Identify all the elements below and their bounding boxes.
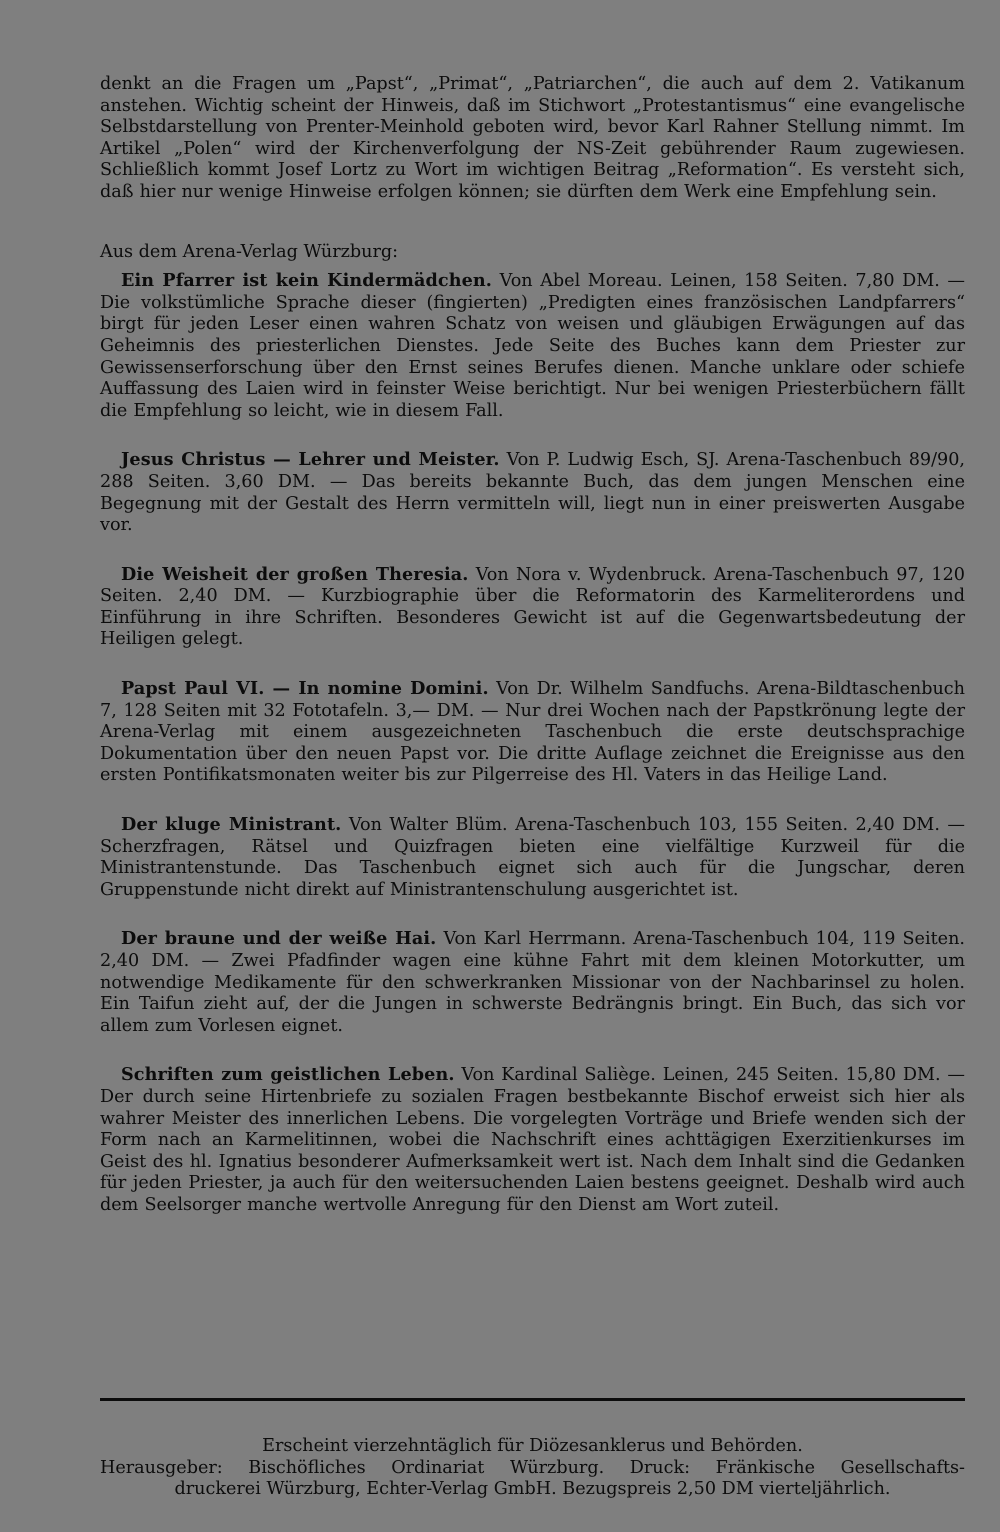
book-review <box>100 928 965 1037</box>
book-title: Der kluge Ministrant. <box>121 814 342 836</box>
lead-paragraph <box>100 74 965 204</box>
colophon-line: Herausgeber: Bischöfliches Ordinariat Würzburg. Druck: Fränkische Gesellschafts- <box>100 1457 965 1478</box>
book-review-text: Von P. Ludwig Esch, SJ. Arena-Taschenbuch 89/90, 288 Seiten. 3,60 DM. — Das bereits bekannte Buch, das dem jungen Menschen eine Begegnung mit der Gestalt des Herrn vermitteln will, liegt nun in einer preiswerten Ausgabe vor. <box>100 450 965 536</box>
book-review <box>100 1064 965 1216</box>
book-review-text: Von Abel Moreau. Leinen, 158 Seiten. 7,80 DM. — Die volkstümliche Sprache dieser (fingierten) „Predigten eines französischen Landpfarrers“ birgt für jeden Leser einen wahren Schatz von weisen und gläubigen Erwägungen auf das Geheimnis des priesterlichen Dienstes. Jede Seite des Buches kann dem Priester zur Gewissenserforschung über den Ernst seines Berufes dienen. Manche unklare oder schiefe Auffassung des Laien wird in feinster Weise berichtigt. Nur bei wenigen Priesterbüchern fällt die Empfehlung so leicht, wie in diesem Fall. <box>100 271 965 421</box>
colophon <box>100 1436 965 1501</box>
book-review <box>100 449 965 536</box>
colophon-line: Erscheint vierzehntäglich für Diözesanklerus und Behörden. <box>262 1436 803 1456</box>
book-review-text: Von Dr. Wilhelm Sandfuchs. Arena-Bildtaschenbuch 7, 128 Seiten mit 32 Fototafeln. 3,— DM. — Nur drei Wochen nach der Papstkrönung legte der Arena-Verlag mit einem ausgezeichneten Taschenbuch die erste deutschsprachige Dokumentation über den neuen Papst vor. Die dritte Auflage zeichnet die Ereignisse aus den ersten Pontifikatsmonaten weiter bis zur Pilgerreise des Hl. Vaters in das Heilige Land. <box>100 679 965 786</box>
book-review <box>100 678 965 787</box>
book-review <box>100 814 965 901</box>
book-review-text: Von Kardinal Saliège. Leinen, 245 Seiten. 15,80 DM. — Der durch seine Hirtenbriefe zu sozialen Fragen bestbekannte Bischof erweist sich hier als wahrer Meister des innerlichen Lebens. Die vorgelegten Vorträge und Briefe wenden sich der Form nach an Karmelitinnen, wobei die Nachschrift eines achttägigen Exerzitienkurses im Geist des hl. Ignatius besonderer Aufmerksamkeit wert ist. Nach dem Inhalt sind die Gedanken für jeden Priester, ja auch für den weitersuchenden Laien bestens geeignet. Deshalb wird auch dem Seelsorger manche wertvolle Anregung für den Dienst am Wort zuteil. <box>100 1065 965 1215</box>
book-title: Schriften zum geistlichen Leben. <box>121 1064 455 1086</box>
book-title: Ein Pfarrer ist kein Kindermädchen. <box>121 270 493 292</box>
book-title: Jesus Christus — Lehrer und Meister. <box>121 449 500 471</box>
book-review-text: Von Karl Herrmann. Arena-Taschenbuch 104, 119 Seiten. 2,40 DM. — Zwei Pfadfinder wagen eine kühne Fahrt mit dem kleinen Motorkutter, um notwendige Medikamente für den schwerkranken Missionar von der Nachbarinsel zu holen. Ein Taifun zieht auf, der die Jungen in schwerste Bedrängnis bringt. Ein Buch, das sich vor allem zum Vorlesen eignet. <box>100 929 965 1036</box>
book-review-text: Von Nora v. Wydenbruck. Arena-Taschenbuch 97, 120 Seiten. 2,40 DM. — Kurzbiographie über die Reformatorin des Karmeliterordens und Einführung in ihre Schriften. Besonderes Gewicht ist auf die Gegenwartsbedeutung der Heiligen gelegt. <box>100 564 965 650</box>
book-review <box>100 564 965 651</box>
publisher-heading: Aus dem Arena-Verlag Würzburg: <box>100 241 399 262</box>
colophon-line: druckerei Würzburg, Echter-Verlag GmbH. Bezugspreis 2,50 DM vierteljährlich. <box>174 1479 891 1500</box>
footer-divider <box>100 1398 965 1401</box>
book-title: Papst Paul VI. — In nomine Domini. <box>121 678 489 700</box>
lead-text: denkt an die Fragen um „Papst“, „Primat“, „Patriarchen“, die auch auf dem 2. Vatikanum anstehen. Wichtig scheint der Hinweis, daß im Stichwort „Protestantismus“ eine evangelische Selbstdarstellung von Prenter-Meinhold geboten wird, bevor Karl Rahner Stellung nimmt. Im Artikel „Polen“ wird der Kirchenverfolgung der NS-Zeit gebührender Raum zugewiesen. Schließlich kommt Josef Lortz zu Wort im wichtigen Beitrag „Reformation“. Es versteht sich, daß hier nur wenige Hinweise erfolgen können; sie dürften dem Werk eine Empfehlung sein. <box>100 74 965 202</box>
book-review-text: Von Walter Blüm. Arena-Taschenbuch 103, 155 Seiten. 2,40 DM. — Scherzfragen, Rätsel und Quizfragen bieten eine vielfältige Kurzweil für die Ministrantenstunde. Das Taschenbuch eignet sich auch für die Jungschar, deren Gruppenstunde nicht direkt auf Ministrantenschulung ausgerichtet ist. <box>100 815 965 900</box>
book-title: Der braune und der weiße Hai. <box>121 928 437 950</box>
book-title: Die Weisheit der großen Theresia. <box>121 563 469 585</box>
book-review <box>100 270 965 422</box>
